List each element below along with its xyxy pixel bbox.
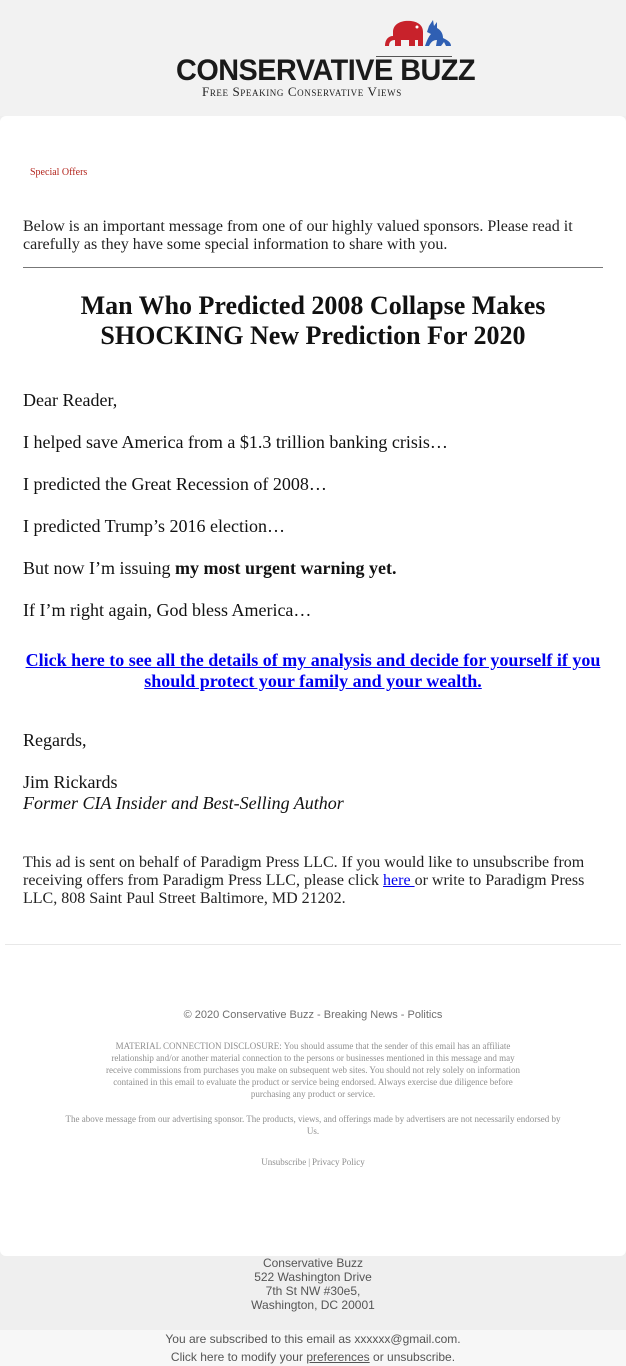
body-line-1: I helped save America from a $1.3 trillion banking crisis… bbox=[23, 432, 448, 452]
address-line-2: 7th St NW #30e5, bbox=[265, 1284, 361, 1298]
modify-preferences-text bbox=[0, 1348, 626, 1366]
email-header bbox=[0, 0, 626, 116]
body-line-4-text: But now I’m issuing bbox=[23, 558, 176, 578]
privacy-policy-link[interactable]: Privacy Policy bbox=[312, 1157, 365, 1167]
body-line-5: If I’m right again, God bless America… bbox=[23, 600, 312, 620]
urgent-warning-text: my most urgent warning yet. bbox=[175, 558, 397, 578]
signature-title: Former CIA Insider and Best-Selling Author bbox=[23, 793, 344, 813]
sponsor-intro: Below is an important message from one of our highly valued sponsors. Please read it carefully as they have some special information to share with you. bbox=[23, 218, 573, 253]
body-line-2: I predicted the Great Recession of 2008… bbox=[23, 474, 327, 494]
legal-text: This ad is sent on behalf of Paradigm Press LLC. If you would like to unsubscribe from receiving offers from Paradigm Press LLC, please click bbox=[23, 854, 585, 889]
signature-name: Jim Rickards bbox=[23, 772, 118, 792]
special-offers-label: Special Offers bbox=[30, 167, 88, 178]
legal-notice bbox=[23, 854, 598, 908]
logo-wordmark: CONSERVATIVE BUZZ bbox=[176, 54, 476, 87]
mailing-address bbox=[0, 1256, 626, 1312]
closing: Regards, bbox=[23, 730, 87, 750]
material-disclosure: MATERIAL CONNECTION DISCLOSURE: You should assume that the sender of this email has an affiliate relationship and/or another material connection to the persons or businesses mentioned in this message and may receive commissions from purchases you make on subsequent web sites. You should not rely solely on information contained in this email to evaluate the product or service being endorsed. Always exercise due diligence before purchasing any product or service. bbox=[106, 1041, 520, 1099]
link-divider: | bbox=[308, 1157, 311, 1167]
unsubscribe-here-link[interactable]: here bbox=[383, 872, 415, 889]
modify-prefix: Click here to modify your bbox=[170, 1350, 307, 1364]
copyright: © 2020 Conservative Buzz - Breaking News - Politics bbox=[183, 1009, 443, 1021]
footer-divider bbox=[5, 944, 621, 945]
cta-link[interactable]: Click here to see all the details of my analysis and decide for yourself if you should protect your family and your wealth. bbox=[25, 650, 601, 691]
address-name: Conservative Buzz bbox=[262, 1256, 364, 1270]
divider bbox=[23, 267, 603, 268]
headline: Man Who Predicted 2008 Collapse Makes SHOCKING New Prediction For 2020 bbox=[80, 291, 546, 350]
email-card bbox=[0, 116, 626, 1256]
greeting: Dear Reader, bbox=[23, 390, 118, 410]
body-line-3: I predicted Trump’s 2016 election… bbox=[23, 516, 285, 536]
body-line-4 bbox=[23, 558, 397, 578]
modify-suffix: or unsubscribe. bbox=[369, 1350, 456, 1364]
logo-tagline: Free Speaking Conservative Views bbox=[202, 84, 402, 99]
conservative-buzz-logo[interactable] bbox=[176, 18, 476, 100]
address-line-1: 522 Washington Drive bbox=[254, 1270, 372, 1284]
sponsor-note: The above message from our advertising sponsor. The products, views, and offerings made by advertisers are not necessarily endorsed by Us. bbox=[65, 1114, 561, 1136]
legal-address: or write to Paradigm Press LLC, 808 Saint Paul Street Baltimore, MD 21202. bbox=[23, 872, 585, 907]
subscribed-email-text: You are subscribed to this email as xxxxxx@gmail.com. bbox=[165, 1332, 461, 1346]
unsubscribe-link[interactable]: Unsubscribe bbox=[261, 1157, 307, 1167]
subscription-footer bbox=[0, 1330, 626, 1366]
address-line-3: Washington, DC 20001 bbox=[251, 1298, 375, 1312]
preferences-link[interactable]: preferences bbox=[306, 1350, 370, 1364]
footer-links bbox=[0, 1157, 626, 1167]
